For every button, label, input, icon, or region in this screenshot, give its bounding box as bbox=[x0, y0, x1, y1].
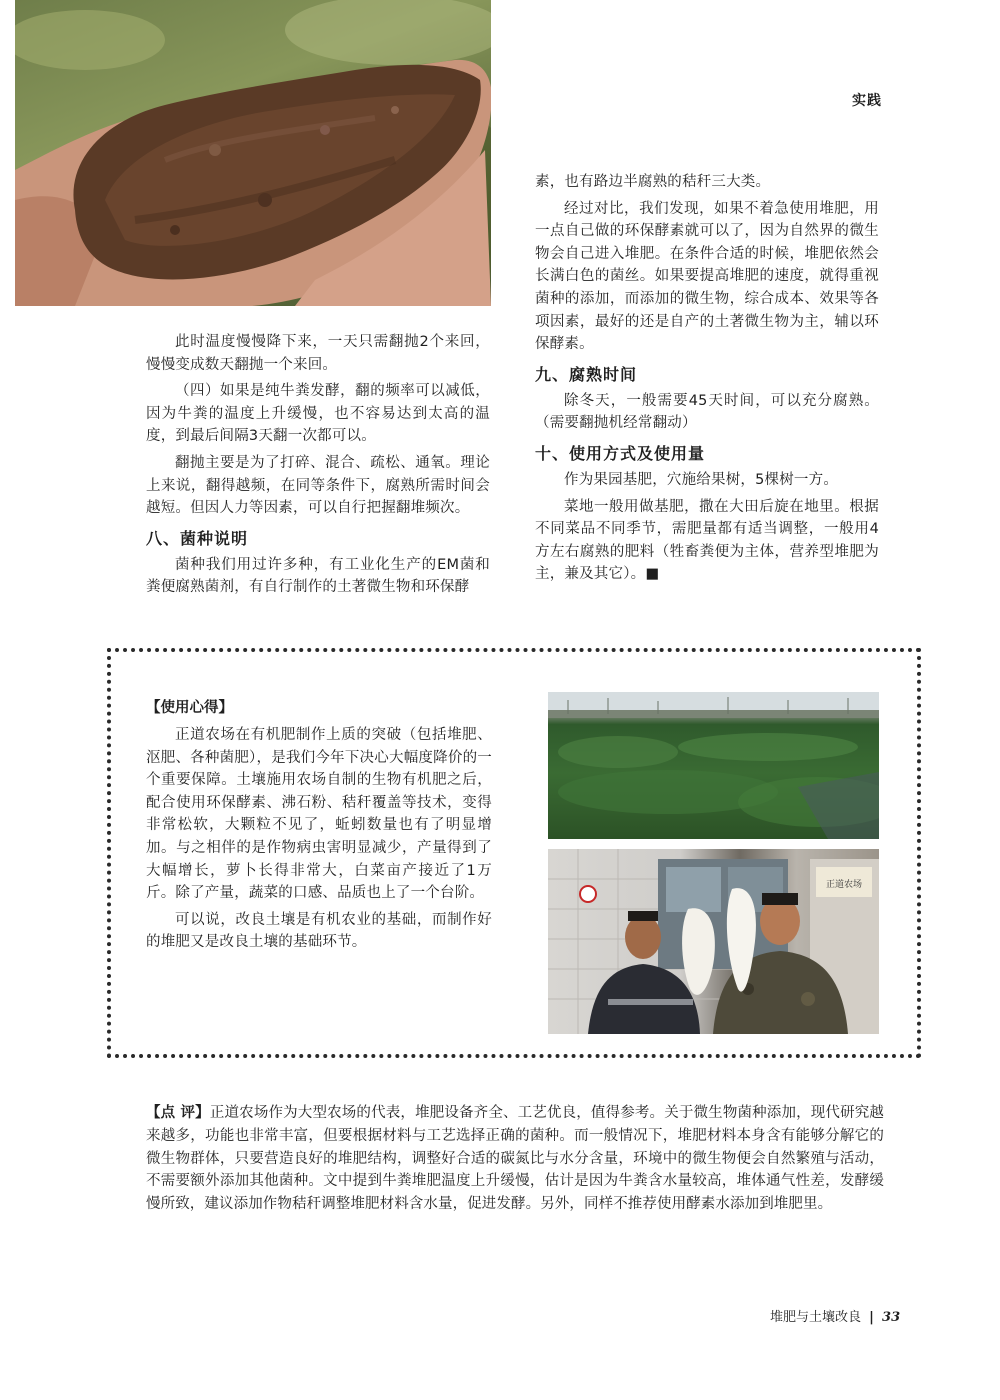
paragraph: 菜地一般用做基肥，撒在大田后旋在地里。根据不同菜品不同季节，需肥量都有适当调整，一般用4方左右腐熟的肥料（牲畜粪便为主体，营养型堆肥为主，兼及其它）。■ bbox=[535, 498, 879, 583]
people-photo-drawing bbox=[548, 849, 879, 1034]
right-column bbox=[535, 171, 879, 586]
paragraph: 正道农场在有机肥制作上质的突破（包括堆肥、沤肥、各种菌肥），是我们今年下决心大幅度降价的一个重要保障。土壤施用农场自制的生物有机肥之后，配合使用环保酵素、沸石粉、秸秆覆盖等技术，变得非常松软，大颗粒不见了，蚯蚓数量也有了明显增加。与之相伴的是作物病虫害明显减少，产量得到了大幅增长，萝卜长得非常大，白菜亩产接近了1万斤。除了产量，蔬菜的口感、品质也上了一个台阶。 bbox=[146, 727, 492, 902]
soil-photo-drawing bbox=[15, 0, 491, 306]
paragraph: 此时温度慢慢降下来，一天只需翻抛2个来回，慢慢变成数天翻抛一个来回。 bbox=[146, 334, 490, 373]
paragraph: 经过对比，我们发现，如果不着急使用堆肥，用一点自己做的环保酵素就可以了，因为自然界的微生物会自己进入堆肥。在条件合适的时候，堆肥依然会长满白色的菌丝。如果要提高堆肥的速度，就得重视菌种的添加，而添加的微生物，综合成本、效果等各项因素，最好的还是自产的土著微生物为主，辅以环保酵素。 bbox=[535, 200, 879, 353]
paragraph: 翻抛主要是为了打碎、混合、疏松、通氧。理论上来说，翻得越频，在同等条件下，腐熟所需时间会越短。但因人力等因素，可以自行把握翻堆频次。 bbox=[146, 454, 490, 517]
paragraph: 作为果园基肥，穴施给果树，5棵树一方。 bbox=[564, 471, 839, 488]
field-photo-drawing bbox=[548, 692, 879, 839]
soil-in-hand-photo bbox=[15, 0, 491, 306]
door-sign-text: 正道农场 bbox=[825, 880, 863, 890]
footer-section-title: 堆肥与土壤改良 bbox=[770, 1310, 862, 1325]
left-column bbox=[146, 331, 490, 599]
comment-block bbox=[146, 1102, 884, 1216]
comment-text: 正道农场作为大型农场的代表，堆肥设备齐全、工艺优良，值得参考。关于微生物菌种添加，现代研究越来越多，功能也非常丰富，但要根据材料与工艺选择正确的菌种。而一般情况下，堆肥材料本身含有能够分解它的微生物群体，只要营造良好的堆肥结构，调整好合适的碳氮比与水分含量，环境中的微生物便会自然繁殖与活动，不需要额外添加其他菌种。文中提到牛粪堆肥温度上升缓慢，估计是因为牛粪含水量较高，堆体通气性差，发酵缓慢所致，建议添加作物秸秆调整堆肥材料含水量，促进发酵。另外，同样不推荐使用酵素水添加到堆肥里。 bbox=[146, 1105, 884, 1213]
paragraph: 除冬天，一般需要45天时间，可以充分腐熟。（需要翻抛机经常翻动） bbox=[535, 392, 879, 432]
section-10-heading: 十、使用方式及使用量 bbox=[535, 443, 706, 463]
section-label: 实践 bbox=[852, 93, 882, 109]
experience-box bbox=[146, 696, 492, 954]
paragraph: 可以说，改良土壤是有机农业的基础，而制作好的堆肥又是改良土壤的基础环节。 bbox=[146, 911, 492, 951]
cabbage-field-photo bbox=[548, 692, 879, 839]
page-number: 33 bbox=[882, 1310, 901, 1325]
farmers-with-radishes-photo bbox=[548, 849, 879, 1034]
section-9-heading: 九、腐熟时间 bbox=[535, 364, 638, 384]
paragraph: （四）如果是纯牛粪发酵，翻的频率可以减低，因为牛粪的温度上升缓慢，也不容易达到太高的温度，到最后间隔3天翻一次都可以。 bbox=[146, 383, 490, 445]
footer-separator: | bbox=[869, 1310, 874, 1325]
section-8-heading: 八、菌种说明 bbox=[146, 528, 249, 548]
paragraph-continuation: 素，也有路边半腐熟的秸秆三大类。 bbox=[535, 174, 771, 190]
experience-title: 【使用心得】 bbox=[146, 700, 233, 716]
comment-label: 【点 评】 bbox=[146, 1105, 210, 1121]
page-footer bbox=[770, 1309, 900, 1327]
paragraph: 菌种我们用过许多种，有工业化生产的EM菌和粪便腐熟菌剂，有自行制作的土著微生物和环保酵 bbox=[146, 556, 490, 596]
